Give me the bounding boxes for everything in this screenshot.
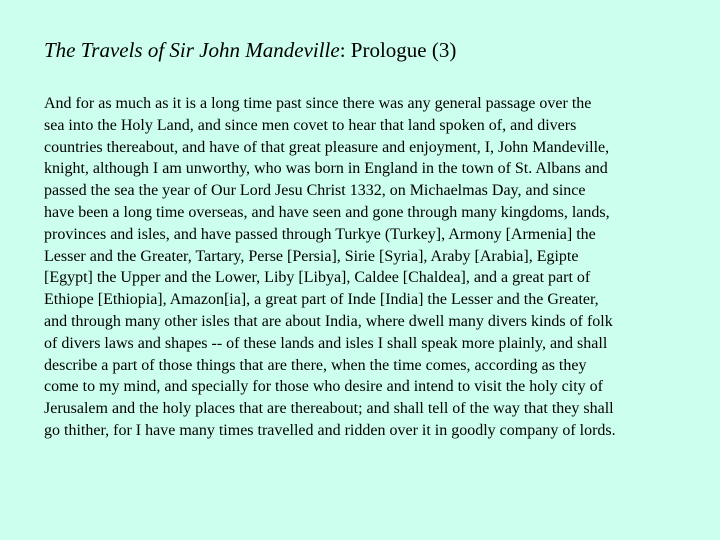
text-line: describe a part of those things that are there, when the time comes, according as they [44, 356, 587, 374]
text-line: knight, although I am unworthy, who was born in England in the town of St. Albans and [44, 160, 608, 178]
text-line: come to my mind, and specially for those who desire and intend to visit the holy city of [44, 378, 603, 396]
slide-title [44, 36, 684, 64]
text-line: and through many other isles that are about India, where dwell many divers kinds of folk [44, 312, 613, 330]
text-line: Lesser and the Greater, Tartary, Perse [Persia], Sirie [Syria], Araby [Arabia], Egipte [44, 247, 579, 265]
title-suffix: : Prologue (3) [339, 38, 457, 62]
text-line: countries thereabout, and have of that great pleasure and enjoyment, I, John Mandeville, [44, 138, 610, 156]
text-line: provinces and isles, and have passed through Turkye (Turkey], Armony [Armenia] the [44, 225, 596, 243]
text-line: passed the sea the year of Our Lord Jesu Christ 1332, on Michaelmas Day, and since [44, 182, 586, 200]
body-paragraph [44, 93, 684, 442]
text-line: sea into the Holy Land, and since men covet to hear that land spoken of, and divers [44, 116, 577, 134]
text-line: And for as much as it is a long time past since there was any general passage over the [44, 95, 592, 112]
text-line: have been a long time overseas, and have seen and gone through many kingdoms, lands, [44, 203, 610, 221]
book-title: The Travels of Sir John Mandeville [44, 38, 340, 62]
text-line: [Egypt] the Upper and the Lower, Liby [Libya], Caldee [Chaldea], and a great part of [44, 269, 591, 287]
text-line: Jerusalem and the holy places that are thereabout; and shall tell of the way that they shall [44, 400, 614, 418]
text-line: go thither, for I have many times travelled and ridden over it in goodly company of lords. [44, 421, 616, 439]
text-line: Ethiope [Ethiopia], Amazon[ia], a great part of Inde [India] the Lesser and the Greater, [44, 291, 599, 309]
text-line: of divers laws and shapes -- of these lands and isles I shall speak more plainly, and shall [44, 334, 608, 352]
